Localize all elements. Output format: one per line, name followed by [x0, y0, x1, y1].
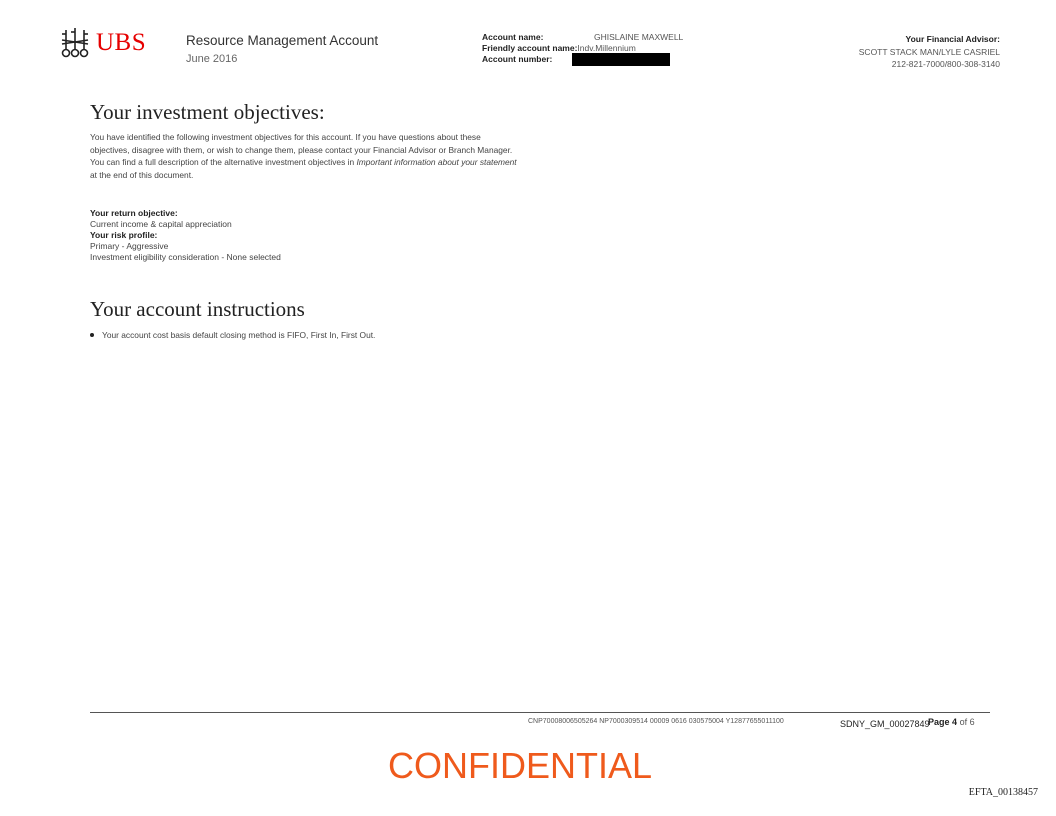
footer-divider	[90, 712, 990, 713]
risk-profile-label: Your risk profile:	[90, 230, 158, 240]
footer-code: CNP70008006505264 NP7000309514 00009 0616 030575004 Y12877655011100	[528, 718, 784, 725]
instruction-item	[90, 330, 375, 340]
ubs-logo	[58, 26, 146, 60]
advisor-label: Your Financial Advisor:	[905, 34, 1000, 44]
advisor-info	[859, 33, 1000, 71]
friendly-name-value: Indv.Millennium	[577, 43, 636, 53]
objectives-intro	[90, 131, 520, 181]
account-name-value: GHISLAINE MAXWELL	[594, 32, 684, 42]
intro-text-end: at the end of this document.	[90, 169, 194, 180]
document-date: June 2016	[186, 53, 238, 65]
advisor-names: SCOTT STACK MAN/LYLE CASRIEL	[858, 46, 1000, 57]
page-total: of 6	[959, 717, 975, 727]
ubs-keys-icon	[58, 26, 92, 60]
objectives-details	[90, 208, 281, 263]
eligibility-consideration: Investment eligibility consideration - None selected	[90, 252, 281, 262]
page-number: 4	[952, 717, 958, 727]
account-number-label: Account number:	[482, 54, 553, 64]
objectives-heading: Your investment objectives:	[90, 100, 325, 124]
risk-profile-value: Primary - Aggressive	[90, 241, 169, 251]
sdny-bates-number: SDNY_GM_00027849	[840, 719, 930, 729]
efta-bates-number: EFTA_00138457	[968, 787, 1038, 798]
return-objective-value: Current income & capital appreciation	[90, 219, 232, 229]
instruction-text: Your account cost basis default closing method is FIFO, First In, First Out.	[102, 330, 376, 340]
logo-text: UBS	[96, 29, 147, 56]
return-objective-label: Your return objective:	[90, 208, 178, 218]
page-indicator	[928, 717, 975, 727]
account-name-label: Account name:	[482, 32, 544, 42]
page-label: Page	[928, 717, 950, 727]
instructions-heading: Your account instructions	[90, 297, 305, 321]
account-info	[482, 32, 684, 65]
confidential-stamp: CONFIDENTIAL	[388, 745, 653, 786]
advisor-phone: 212-821-7000/800-308-3140	[891, 59, 1000, 69]
intro-text: You have identified the following investment objectives for this account. If you have questions about these objectives, disagree with them, or wish to change them, please contact your Financial Advisor or Branch Manager. You can find a full description of the alternative investment objectives in	[90, 132, 513, 167]
redaction-bar	[572, 53, 670, 66]
intro-italic: Important information about your statement	[356, 157, 517, 167]
document-title: Resource Management Account	[186, 33, 379, 48]
bullet-icon	[90, 333, 94, 337]
friendly-name-label: Friendly account name:	[482, 43, 578, 53]
